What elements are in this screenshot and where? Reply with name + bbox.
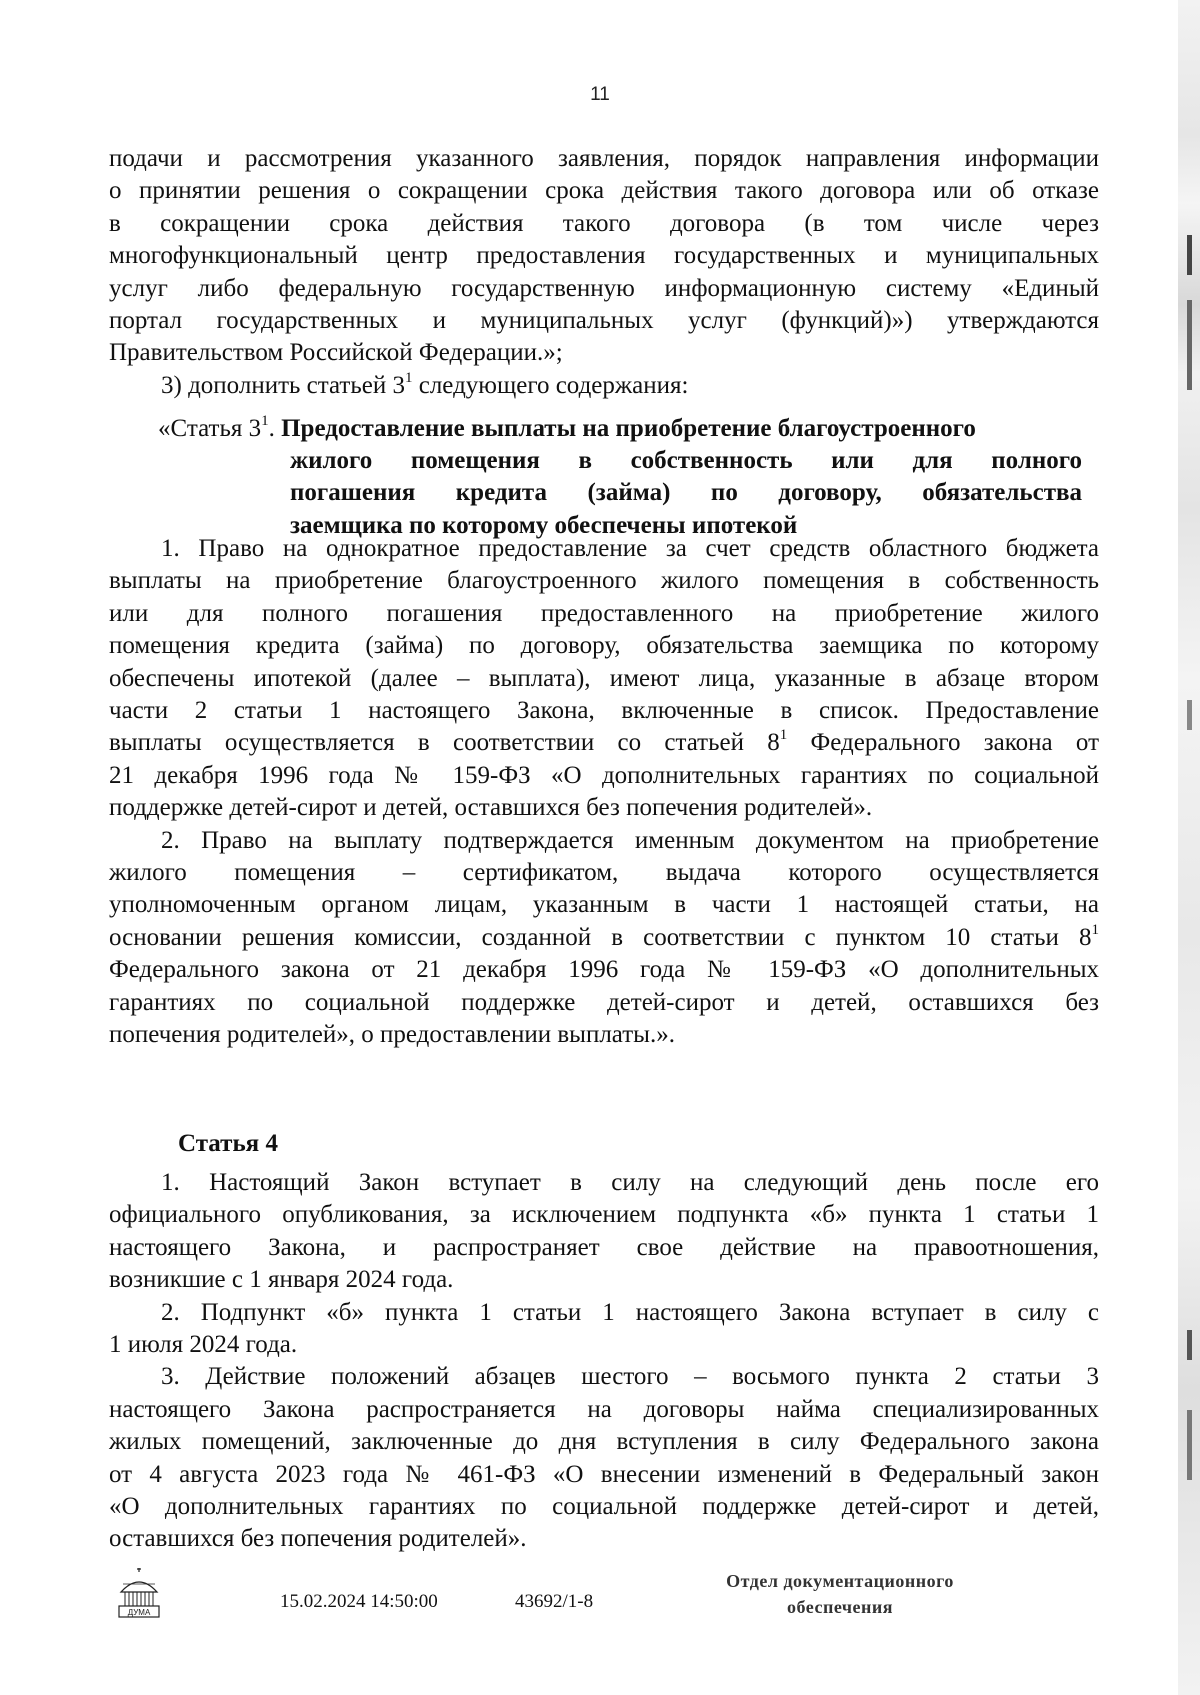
text-line: жилых помещений, заключенные до дня вступления в силу Федерального закона	[109, 1428, 1099, 1456]
text-line: о принятии решения о сокращении срока действия такого договора или об отказе	[109, 177, 1099, 205]
text-line: части 2 статьи 1 настоящего Закона, включенные в список. Предоставление	[109, 697, 1099, 725]
article-3-1-heading	[158, 413, 1088, 445]
text-line: или для полного погашения предоставленного на приобретение жилого	[109, 599, 1099, 627]
logo-text: ДУМА	[127, 1608, 151, 1617]
stamp-line: обеспечения	[787, 1597, 893, 1617]
text-line: Федерального закона от 21 декабря 1996 года № 159-ФЗ «О дополнительных	[109, 956, 1099, 984]
text-line: 2. Право на выплату подтверждается именным документом на приобретение	[161, 826, 1099, 854]
department-stamp	[680, 1568, 1000, 1620]
text-line: в сокращении срока действия такого договора (в том числе через	[109, 209, 1099, 237]
text-line: многофункциональный центр предоставления государственных и муниципальных	[109, 242, 1099, 270]
title-line: заемщика по которому обеспечены ипотекой	[290, 511, 798, 539]
article-prefix: «Статья 3	[158, 415, 262, 442]
article-4-heading: Статья 4	[178, 1130, 278, 1157]
superscript: 1	[1091, 921, 1099, 938]
text-line: настоящего Закона распространяется на договоры найма специализированных	[109, 1395, 1099, 1423]
title-line: погашения кредита (займа) по договору, обязательства	[290, 479, 1082, 507]
duma-logo-icon	[113, 1566, 165, 1618]
article-4-body	[109, 1167, 1099, 1556]
text-line: возникшие с 1 января 2024 года.	[109, 1266, 454, 1294]
text-line: портал государственных и муниципальных услуг (функций)») утверждаются	[109, 307, 1099, 335]
text-line: выплаты на приобретение благоустроенного жилого помещения в собственность	[109, 567, 1099, 595]
text-line: помещения кредита (займа) по договору, обязательства заемщика по которому	[109, 632, 1099, 660]
text-line: подачи и рассмотрения указанного заявления, порядок направления информации	[109, 145, 1099, 172]
title-line: жилого помещения в собственность или для полного	[290, 447, 1082, 474]
item-3-line	[109, 370, 1099, 402]
stamp-line: Отдел документационного	[726, 1571, 954, 1591]
text-segment: основании решения комиссии, созданной в соответствии с пунктом 10 статьи 8	[109, 923, 1092, 951]
text-line: гарантиях по социальной поддержке детей-сирот и детей, оставшихся без	[109, 988, 1099, 1016]
item-3-text-rest: следующего содержания:	[412, 371, 689, 399]
text-line: поддержке детей-сирот и детей, оставшихся без попечения родителей».	[109, 794, 873, 822]
text-line: жилого помещения – сертификатом, выдача которого осуществляется	[109, 859, 1099, 887]
text-line: 1. Настоящий Закон вступает в силу на следующий день после его	[161, 1169, 1099, 1196]
text-line: попечения родителей», о предоставлении выплаты.».	[109, 1021, 675, 1049]
footer-datetime: 15.02.2024 14:50:00	[280, 1591, 438, 1612]
text-line: официального опубликования, за исключением подпункта «б» пункта 1 статьи 1	[109, 1201, 1099, 1229]
text-line: 1 июля 2024 года.	[109, 1331, 298, 1359]
text-line: 21 декабря 1996 года № 159-ФЗ «О дополнительных гарантиях по социальной	[109, 761, 1099, 789]
text-line: уполномоченным органом лицам, указанным в части 1 настоящей статьи, на	[109, 891, 1099, 919]
text-line: 1. Право на однократное предоставление за счет средств областного бюджета	[161, 535, 1099, 562]
article-dot: .	[268, 415, 282, 442]
text-line: оставшихся без попечения родителей».	[109, 1525, 527, 1553]
text-line: 3. Действие положений абзацев шестого – восьмого пункта 2 статьи 3	[161, 1363, 1099, 1391]
text-line: 2. Подпункт «б» пункта 1 статьи 1 настоящего Закона вступает в силу с	[161, 1298, 1099, 1326]
text-line: настоящего Закона, и распространяет свое действие на правоотношения,	[109, 1233, 1099, 1261]
paragraph-1	[109, 533, 1099, 1052]
item-3-text: 3) дополнить статьей 3	[161, 371, 405, 399]
continuation-paragraph	[109, 143, 1099, 402]
page-number: 11	[590, 84, 610, 105]
superscript: 1	[779, 727, 788, 744]
text-line: обеспечены ипотекой (далее – выплата), имеют лица, указанные в абзаце втором	[109, 664, 1099, 692]
article-title: Предоставление выплаты на приобретение благоустроенного	[281, 415, 976, 442]
text-segment: Федерального закона от	[787, 729, 1099, 757]
text-line: услуг либо федеральную государственную информационную систему «Единый	[109, 274, 1099, 302]
scan-edge-strip	[1178, 0, 1200, 1695]
superscript: 1	[404, 369, 413, 386]
article-title-continuation	[290, 445, 1082, 542]
text-line: «О дополнительных гарантиях по социальной поддержке детей-сирот и детей,	[109, 1493, 1099, 1521]
footer-doc-number: 43692/1-8	[515, 1591, 594, 1612]
text-line: от 4 августа 2023 года № 461-ФЗ «О внесении изменений в Федеральный закон	[109, 1460, 1099, 1488]
text-line: Правительством Российской Федерации.»;	[109, 339, 563, 367]
text-line	[109, 922, 1099, 954]
text-line	[109, 727, 1099, 759]
superscript: 1	[261, 413, 269, 429]
text-segment: выплаты осуществляется в соответствии со статьей 8	[109, 729, 780, 757]
